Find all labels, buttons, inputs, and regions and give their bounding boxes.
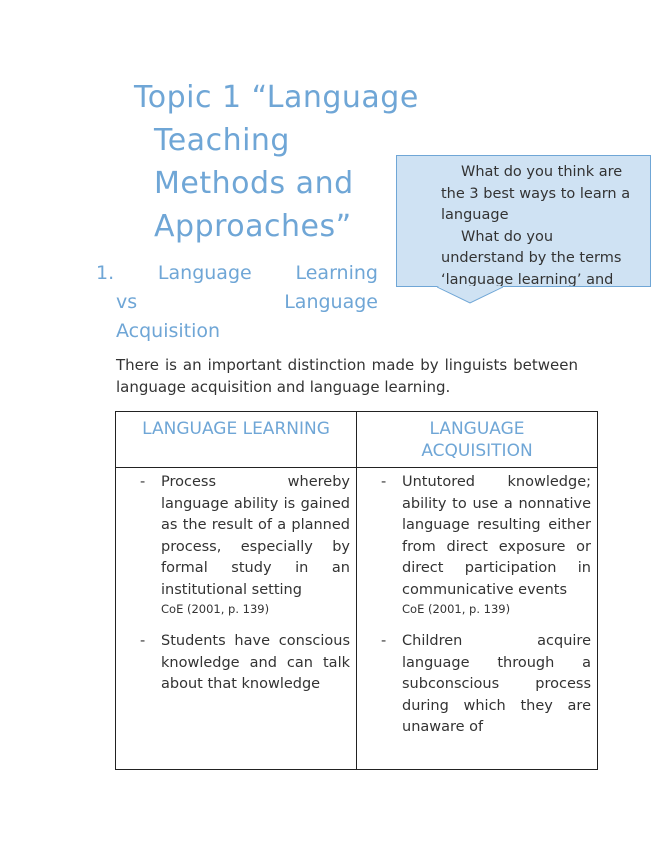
- list-item: [140, 631, 350, 696]
- heading-word: Acquisition: [116, 320, 221, 342]
- header-language-acquisition: [357, 412, 598, 468]
- table-header-row: [116, 412, 598, 468]
- learning-cell: [116, 468, 357, 770]
- callout-box: [396, 155, 651, 287]
- bullet-dash: -: [140, 474, 146, 490]
- header-language-learning: LANGUAGE LEARNING: [116, 412, 357, 468]
- heading-number: 1.: [96, 262, 115, 284]
- heading-word: Language: [157, 262, 252, 284]
- comparison-table: [115, 411, 598, 770]
- acquisition-cell: [357, 468, 598, 770]
- table-row: [116, 468, 598, 770]
- title-line-2: Teaching: [154, 123, 290, 158]
- list-item-text: Process whereby language ability is gained as the result of a planned process, especially by formal study in an institutional setting: [161, 474, 350, 598]
- section-heading: [96, 259, 378, 346]
- list-item: [381, 631, 591, 739]
- intro-paragraph: There is an important distinction made by linguists between language acquisition and language learning.: [116, 356, 578, 396]
- title-line-4: Approaches”: [154, 209, 352, 244]
- title-line-3: Methods and: [154, 166, 354, 201]
- list-item: [140, 472, 350, 601]
- header-language-acquisition-text: LANGUAGE ACQUISITION: [421, 419, 533, 461]
- list-item-text: Children acquire language through a subconscious process during which they are unaware of: [402, 633, 591, 735]
- heading-word: Learning: [295, 262, 378, 284]
- callout-tail: [437, 286, 503, 304]
- callout-question-1: What do you think are the 3 best ways to learn a language: [441, 164, 631, 223]
- list-item-text: Untutored knowledge; ability to use a nonnative language resulting either from direct exposure or direct participation in communicative events: [402, 474, 591, 598]
- list-item-text: Students have conscious knowledge and can talk about that knowledge: [161, 633, 350, 692]
- bullet-dash: -: [381, 633, 387, 649]
- bullet-dash: -: [140, 633, 146, 649]
- callout-question-2: What do you understand by the terms ‘language learning’ and: [441, 228, 622, 287]
- title-line-1: Topic 1 “Language: [134, 80, 419, 115]
- bullet-dash: -: [381, 474, 387, 490]
- heading-word: vs: [116, 291, 138, 313]
- list-item: [381, 472, 591, 601]
- citation: CoE (2001, p. 139): [161, 602, 270, 616]
- citation: CoE (2001, p. 139): [402, 602, 511, 616]
- heading-word: Language: [284, 291, 378, 313]
